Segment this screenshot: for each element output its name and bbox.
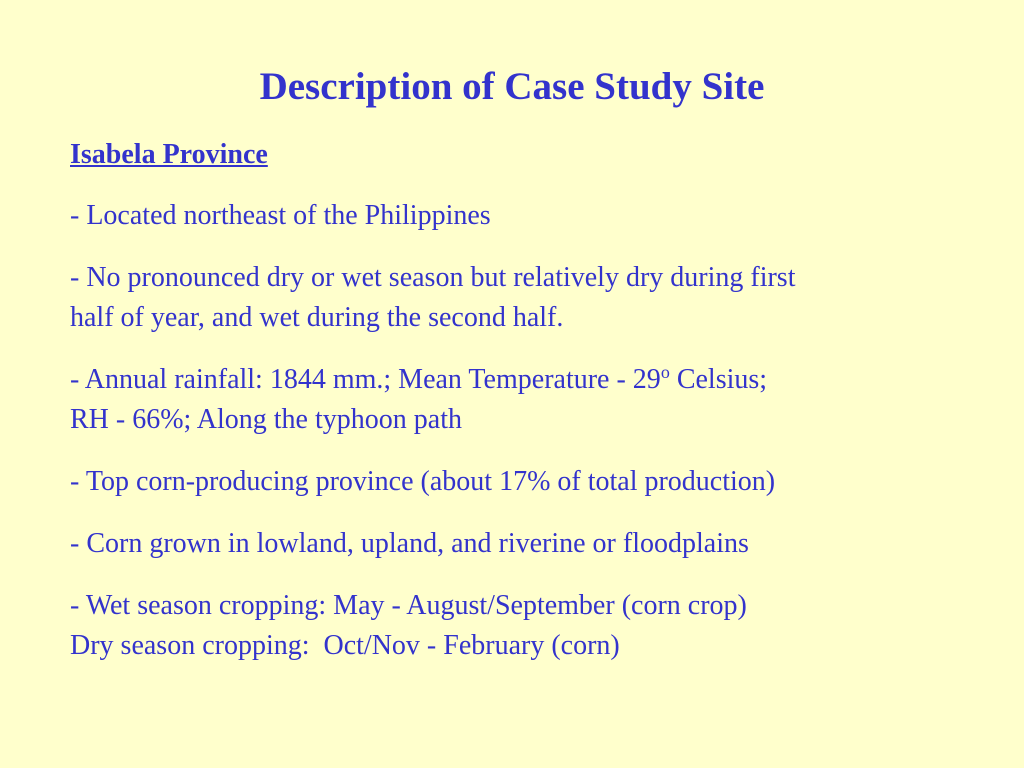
bullet-production-text: - Top corn-producing province (about 17% of total production) — [70, 466, 776, 497]
bullet-grown — [70, 524, 970, 564]
bullet-season — [70, 258, 970, 338]
bullet-location-text: - Located northeast of the Philippines — [70, 200, 491, 231]
bullet-location — [70, 196, 970, 236]
slide-content — [70, 136, 970, 688]
bullet-wet-season: - Wet season cropping: May - August/September (corn crop) — [70, 590, 747, 621]
degree-superscript: o — [660, 362, 670, 382]
rainfall-text-post: Celsius; — [669, 364, 768, 395]
bullet-season-line-2: half of year, and wet during the second half. — [70, 302, 564, 333]
bullet-season-line-1: - No pronounced dry or wet season but relatively dry during first — [70, 262, 796, 293]
bullet-grown-text: - Corn grown in lowland, upland, and riverine or floodplains — [70, 528, 749, 559]
bullet-dry-season: Dry season cropping: Oct/Nov - February (corn) — [70, 630, 620, 661]
rainfall-text-pre: - Annual rainfall: 1844 mm.; Mean Temperature - 29 — [70, 364, 661, 395]
section-subtitle: Isabela Province — [70, 139, 268, 170]
slide-title: Description of Case Study Site — [259, 65, 765, 108]
bullet-production — [70, 462, 970, 502]
bullet-rainfall-line-2: RH - 66%; Along the typhoon path — [70, 404, 462, 435]
bullet-cropping — [70, 586, 970, 666]
bullet-rainfall — [70, 360, 970, 440]
bullet-rainfall-line-1 — [70, 360, 970, 400]
